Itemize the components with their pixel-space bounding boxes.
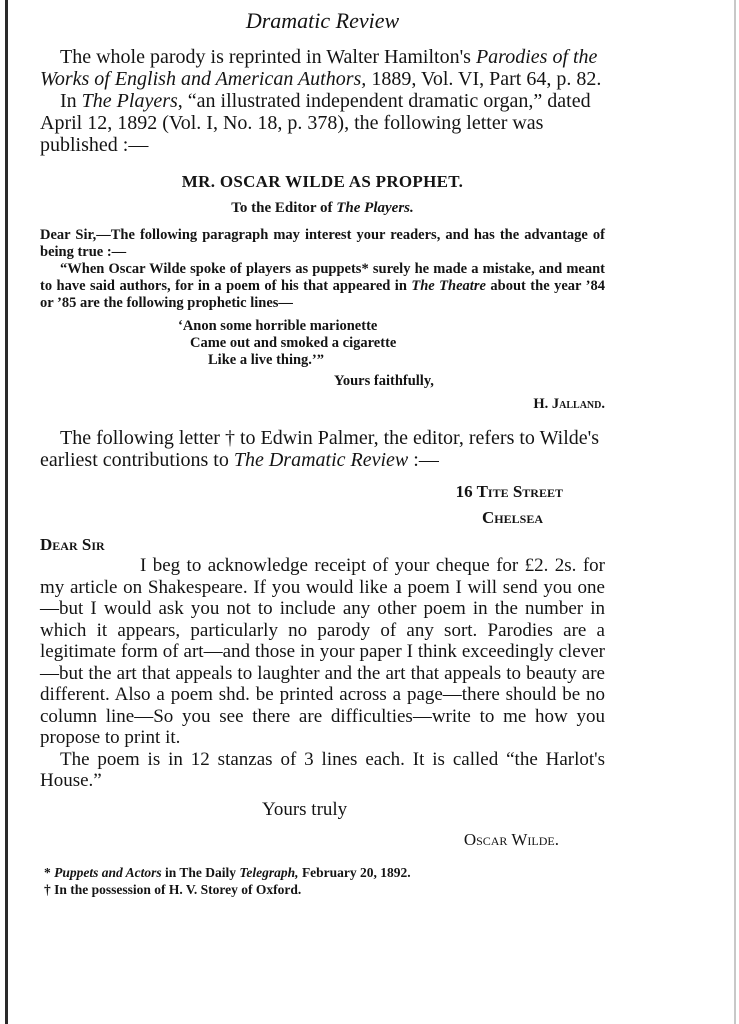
jalland-p2-text-a: “When Oscar Wilde spoke of players as puppets* surely he made a mistake, and meant to have said authors, for in a poem of his that appeared in [40,261,605,294]
intro-p1-citation: 1889, Vol. VI, Part 64, p. 82. [366,68,602,90]
wilde-salutation: Dear Sir [40,535,105,554]
jalland-letter-paragraph-2 [40,261,605,312]
to-editor-periodical: The Players. [336,200,414,216]
page-left-edge [5,0,8,1024]
address-line-2: Chelsea [482,508,543,527]
intro-paragraph-1 [40,46,605,90]
to-editor-text: To the Editor of [231,200,337,216]
wilde-letter-body [40,555,605,792]
jalland-letter-paragraph-1: Dear Sir,—The following paragraph may interest your readers, and has the advantage of being true :— [40,227,605,260]
running-head: Dramatic Review [245,8,400,33]
quoted-poem [40,318,605,369]
footnote-1-newspaper: Telegraph, [239,864,299,880]
intro-p2-periodical-title: The Players [81,90,178,112]
bridge-text: The following letter † to Edwin Palmer, the editor, refers to Wilde's earliest contributions to [40,427,600,471]
wilde-letter-paragraph-2: The poem is in 12 stanzas of 3 lines each. It is called “the Harlot's House.” [40,748,605,791]
jalland-p2-text-b: about the year ’84 or ’85 are the following prophetic lines— [40,278,606,311]
intro-paragraph-2 [40,90,605,156]
wilde-letter-paragraph-1: I beg to acknowledge receipt of your cheque for £2. 2s. for my article on Shakespeare. If you would like a poem I will send you one—but I would ask you not to include any other poem in the number in which it appears, particularly no parody of any sort. Parodies are a legitimate form of art—and those in your paper I think exceedingly clever—but the art that appeals to laughter and the art that appeals to beauty are different. Also a poem shd. be printed across a page—there should be no column line—So you see there are difficulties—write to me how you propose to print it. [40,555,605,748]
poem-line-1: ‘Anon some horrible marionette [178,318,378,334]
footnotes [40,864,605,898]
intro-p2-text-a: In [60,90,82,112]
jalland-p2-periodical: The Theatre [411,278,486,294]
article-heading: MR. OSCAR WILDE AS PROPHET. [181,172,464,191]
footnote-1-title: Puppets and Actors [54,864,162,880]
poem-line-2: Came out and smoked a cigarette [190,335,397,351]
footnote-1-text: in The Daily [161,864,240,880]
bridge-paragraph [40,427,605,471]
intro-p2-text-b: , “an illustrated independent dramatic organ,” dated April 12, 1892 (Vol. I, No. 18, p. 378), the following letter was published :— [40,90,591,156]
bridge-periodical: The Dramatic Review [233,449,409,471]
poem-line-3: Like a live thing.’” [208,352,325,368]
address-line-1: 16 Tite Street [455,482,563,501]
intro-p1-book-title: Parodies of the Works of English and American Authors, [40,46,598,90]
wilde-signature: Oscar Wilde. [463,829,559,849]
jalland-signature: H. Jalland. [533,396,605,412]
page-right-edge [734,0,736,1024]
wilde-closing: Yours truly [262,798,348,820]
footnote-1-marker: * [44,864,55,880]
bridge-text-end: :— [408,449,439,471]
footnote-1 [44,864,605,881]
intro-p1-text: The whole parody is reprinted in Walter Hamilton's [60,46,476,68]
book-page [40,8,605,898]
footnote-2: † In the possession of H. V. Storey of Oxford. [44,881,302,897]
letter-address [40,479,605,531]
jalland-sign-off: Yours faithfully, [334,373,434,389]
footnote-1-date: February 20, 1892. [298,864,411,880]
to-editor-line [40,200,605,217]
